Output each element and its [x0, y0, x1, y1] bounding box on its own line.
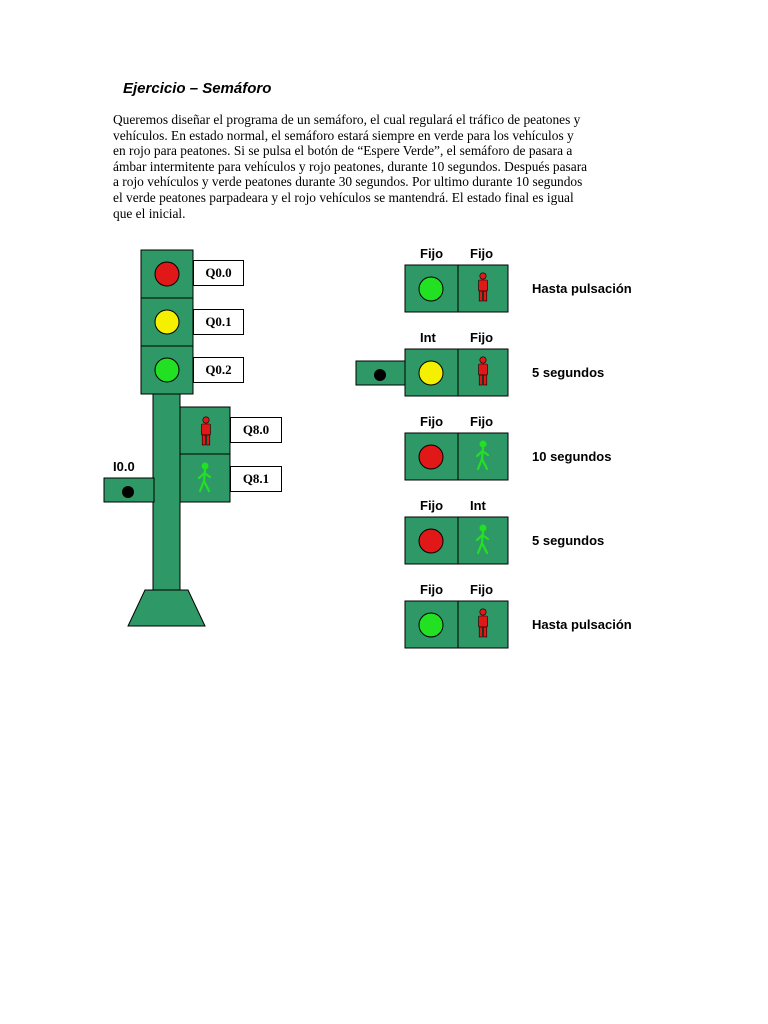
yellow-light	[155, 310, 179, 334]
state-button-icon	[374, 369, 386, 381]
push-button-icon	[122, 486, 134, 498]
green-light	[155, 358, 179, 382]
traffic-light-pole	[153, 393, 180, 591]
description-line: que el inicial.	[113, 205, 186, 221]
state-vehicle-mode: Fijo	[420, 582, 444, 597]
description-line: en rojo para peatones. Si se pulsa el botón de “Espere Verde”, el semáforo de pasara a	[113, 143, 573, 159]
state-vehicle-light	[419, 613, 443, 637]
state-duration: 5 segundos	[532, 533, 605, 548]
label-q8-1: Q8.1	[230, 466, 282, 492]
state-ped-mode: Int	[470, 498, 486, 513]
description-line: ámbar intermitente para vehículos y rojo peatones, durante 10 segundos. Después pasara	[113, 158, 588, 174]
state-duration: Hasta pulsación	[532, 281, 632, 296]
traffic-light-base	[128, 590, 205, 626]
exercise-title: Ejercicio – Semáforo	[123, 80, 272, 97]
red-light	[155, 262, 179, 286]
state-vehicle-light	[419, 361, 443, 385]
description-line: vehículos. En estado normal, el semáforo estará siempre en verde para los vehículos y	[113, 127, 574, 143]
state-vehicle-light	[419, 529, 443, 553]
label-i0-0: I0.0	[113, 459, 135, 474]
state-ped-mode: Fijo	[470, 582, 494, 597]
state-ped-mode: Fijo	[470, 414, 494, 429]
state-ped-mode: Fijo	[470, 246, 494, 261]
state-ped-mode: Fijo	[470, 330, 494, 345]
state-vehicle-mode: Fijo	[420, 246, 444, 261]
state-duration: 10 segundos	[532, 449, 612, 464]
description-line: a rojo vehículos y verde peatones durante 30 segundos. Por ultimo durante 10 segundos	[113, 174, 583, 190]
state-vehicle-mode: Fijo	[420, 498, 444, 513]
label-q0-0: Q0.0	[193, 260, 244, 286]
state-duration: 5 segundos	[532, 365, 605, 380]
label-q0-1: Q0.1	[193, 309, 244, 335]
state-vehicle-light	[419, 277, 443, 301]
state-vehicle-mode: Int	[420, 330, 436, 345]
state-duration: Hasta pulsación	[532, 617, 632, 632]
state-vehicle-mode: Fijo	[420, 414, 444, 429]
label-q8-0: Q8.0	[230, 417, 282, 443]
description-line: Queremos diseñar el programa de un semáforo, el cual regulará el tráfico de peatones y	[113, 112, 581, 127]
description-line: el verde peatones parpadeara y el rojo vehículos se mantendrá. El estado final es igual	[113, 189, 574, 205]
label-q0-2: Q0.2	[193, 357, 244, 383]
state-vehicle-light	[419, 445, 443, 469]
